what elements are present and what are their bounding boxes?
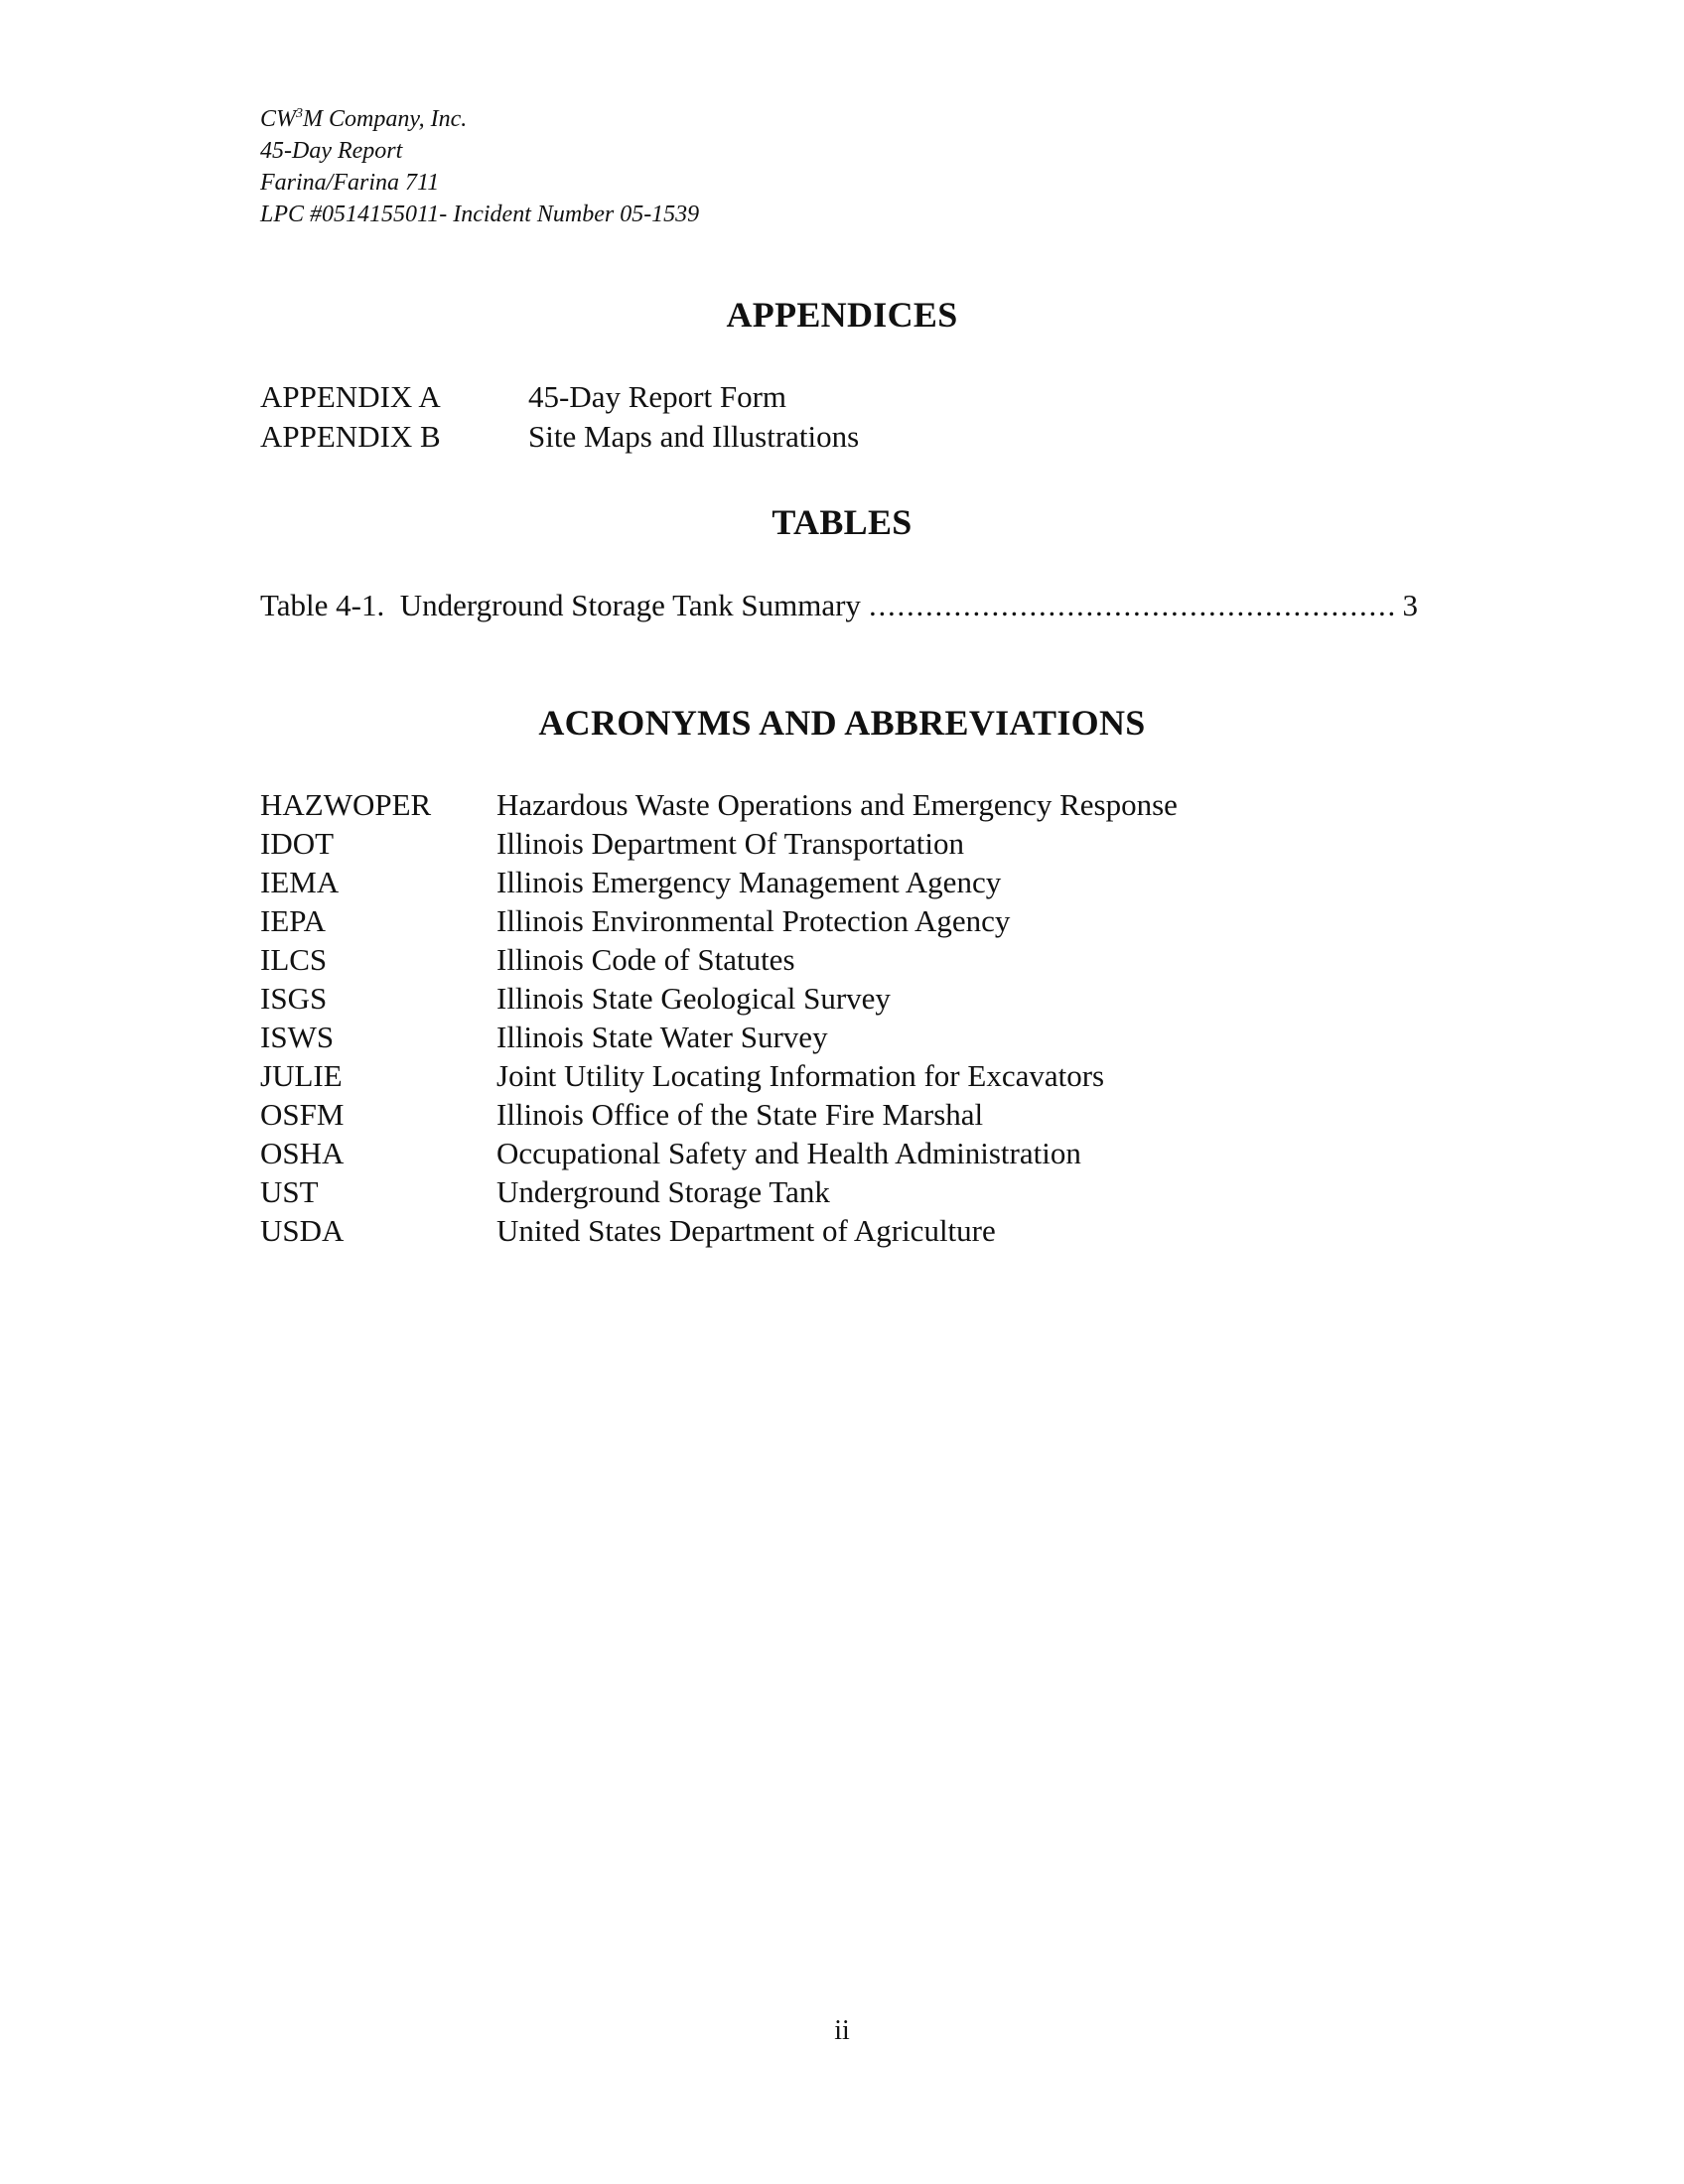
tables-title: TABLES [772,502,912,542]
site-name: Farina/Farina 711 [260,170,440,196]
acronym-code: USDA [260,1213,345,1248]
acronym-code: OSHA [260,1136,345,1170]
acronyms-title: ACRONYMS AND ABBREVIATIONS [538,703,1146,743]
acronym-code: IEPA [260,903,327,938]
acronym-code: JULIE [260,1058,343,1093]
acronym-definition: Illinois Office of the State Fire Marshal [496,1097,984,1132]
acronym-row [260,979,1178,1018]
company-name: $CW^3M$ Company, Inc. [260,106,468,132]
acronym-definition: Occupational Safety and Health Administration [496,1136,1081,1170]
toc-entry-table-4-1 [260,586,1418,625]
acronym-definition: Underground Storage Tank [496,1174,830,1209]
acronym-code: IDOT [260,826,335,861]
acronym-code: IEMA [260,865,340,899]
acronym-definition: Illinois Department Of Transportation [496,826,964,861]
acronym-code: ISGS [260,981,328,1016]
report-name: 45-Day Report [260,138,403,164]
acronym-row [260,1134,1178,1172]
acronym-row [260,901,1178,940]
acronym-definition: Illinois Environmental Protection Agency [496,903,1011,938]
acronym-row [260,785,1178,824]
acronym-code: ISWS [260,1020,335,1054]
appendix-row [260,417,859,457]
acronym-code: OSFM [260,1097,345,1132]
appendix-label: Site Maps and Illustrations [528,419,860,454]
appendix-row [260,377,859,417]
dot-leader [869,586,1395,625]
acronyms-list [260,785,1178,1250]
acronym-definition: Illinois State Water Survey [496,1020,828,1054]
acronym-row [260,824,1178,863]
toc-entry-page: 3 [1402,588,1418,622]
acronym-row [260,863,1178,901]
appendices-title: APPENDICES [726,295,958,335]
toc-entry-label: Table 4-1. Underground Storage Tank Summary [260,588,861,622]
acronym-definition: Illinois Emergency Management Agency [496,865,1002,899]
acronym-definition: Illinois State Geological Survey [496,981,891,1016]
appendix-code: APPENDIX B [260,419,441,454]
acronym-row [260,1172,1178,1211]
document-header [260,103,699,230]
acronym-definition: United States Department of Agriculture [496,1213,996,1248]
appendix-code: APPENDIX A [260,379,441,414]
acronym-row [260,1018,1178,1056]
acronym-code: ILCS [260,942,328,977]
page-number: ii [834,2015,850,2046]
appendices-list [260,377,859,457]
acronym-row [260,1056,1178,1095]
acronym-row [260,1095,1178,1134]
acronym-row [260,940,1178,979]
acronym-definition: Hazardous Waste Operations and Emergency Response [496,787,1178,822]
acronym-row [260,1211,1178,1250]
acronym-code: HAZWOPER [260,787,432,822]
incident-reference: LPC #0514155011- Incident Number 05-1539 [260,202,700,227]
acronym-definition: Illinois Code of Statutes [496,942,795,977]
acronym-definition: Joint Utility Locating Information for Excavators [496,1058,1105,1093]
acronym-code: UST [260,1174,319,1209]
appendix-label: 45-Day Report Form [528,379,787,414]
